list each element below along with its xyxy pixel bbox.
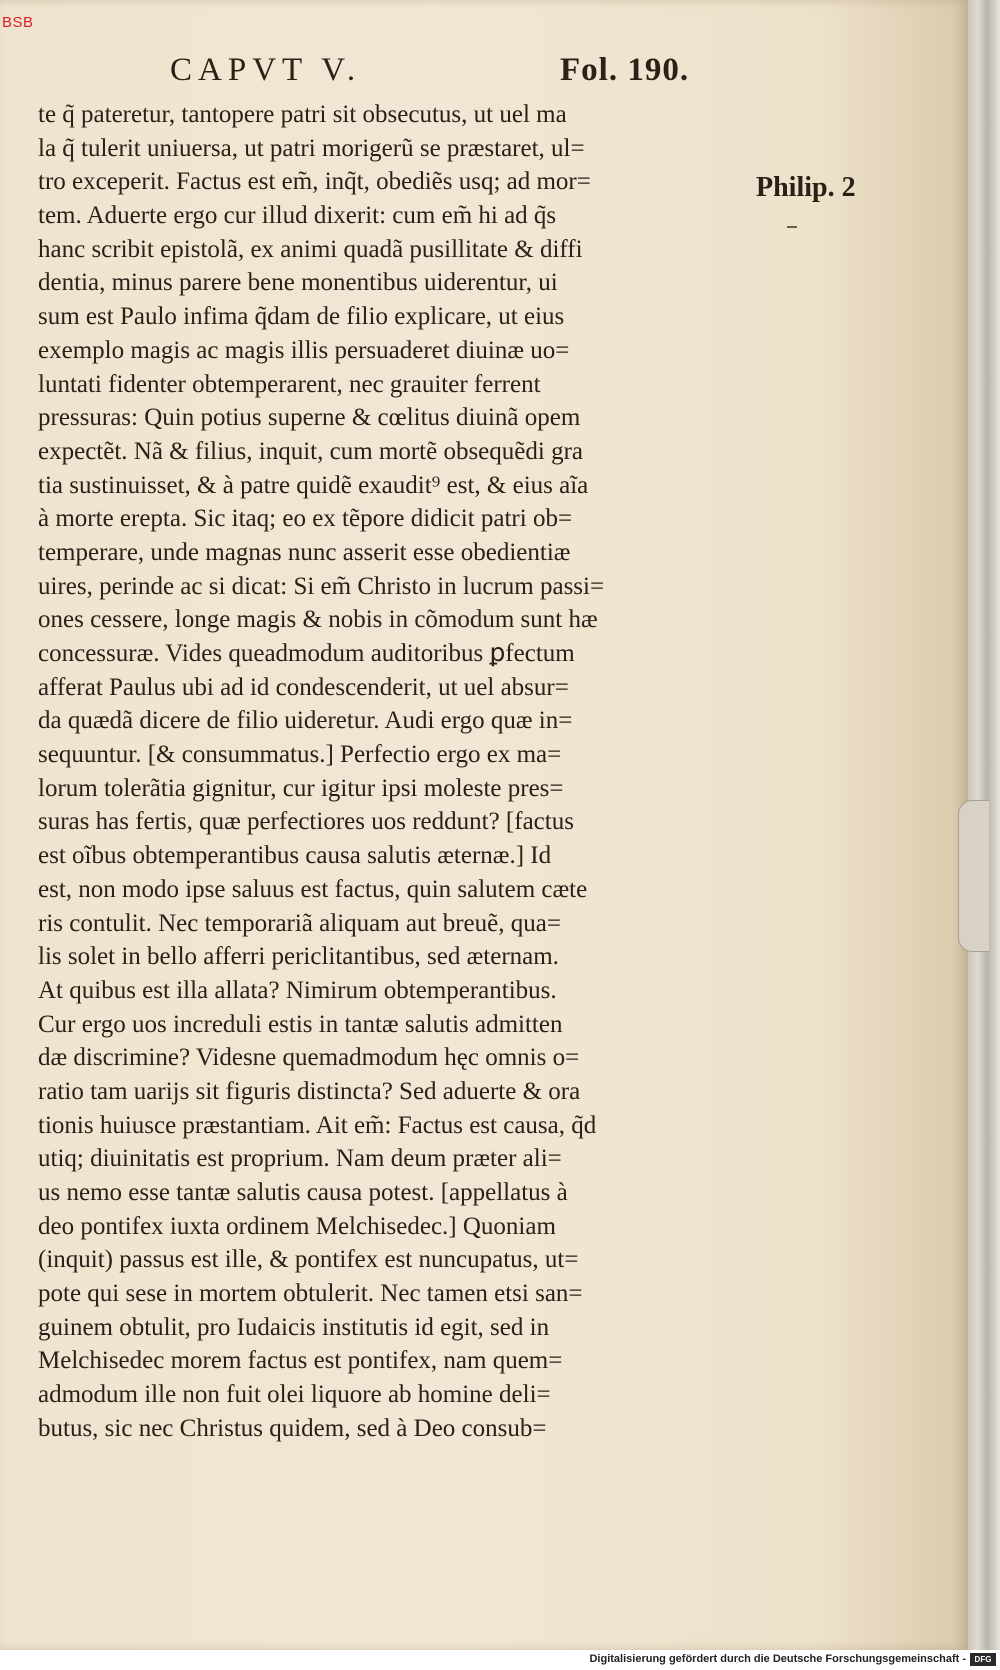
text-line: deo pontifex iuxta ordinem Melchisedec.] Quoniam <box>38 1212 556 1240</box>
text-line: da quædã dicere de filio uideretur. Audi ergo quæ in= <box>38 707 573 735</box>
text-line: uires, perinde ac si dicat: Si em̃ Christo in lucrum passi= <box>38 572 605 600</box>
text-line: suras has fertis, quæ perfectiores uos reddunt? [factus <box>38 808 574 836</box>
text-line: sum est Paulo infima q̃dam de filio explicare, ut eius <box>38 303 565 331</box>
text-line: exemplo magis ac magis illis persuaderet diuinæ uo= <box>38 336 570 364</box>
text-line: ones cessere, longe magis & nobis in cõmodum sunt hæ <box>38 606 598 634</box>
text-line: guinem obtulit, pro Iudaicis institutis id egit, sed in <box>38 1313 550 1341</box>
body-text <box>38 98 746 1446</box>
text-line: At quibus est illa allata? Nimirum obtemperantibus. <box>38 976 557 1004</box>
margin-mark <box>787 226 797 228</box>
text-line: tionis huiusce præstantiam. Ait em̃: Factus est causa, q̃d <box>38 1111 597 1139</box>
text-line: Cur ergo uos increduli estis in tantæ salutis admitten <box>38 1010 563 1038</box>
text-line: utiq; diuinitatis est proprium. Nam deum præter ali= <box>38 1145 562 1173</box>
text-line: (inquit) passus est ille, & pontifex est nuncupatus, ut= <box>38 1246 579 1274</box>
text-line: concessuræ. Vides queadmodum auditoribus ꝑfectum <box>38 640 575 667</box>
text-line: us nemo esse tantæ salutis causa potest. [appellatus à <box>38 1179 568 1206</box>
text-line: est oĩbus obtemperantibus causa salutis æternæ.] Id <box>38 842 552 870</box>
library-watermark: BSB <box>2 14 34 31</box>
text-line: lorum tolerãtia gignitur, cur igitur ipsi moleste pres= <box>38 774 564 802</box>
dfg-logo: DFG <box>970 1653 996 1666</box>
text-line: tem. Aduerte ergo cur illud dixerit: cum em̃ hi ad q̃s <box>38 202 557 230</box>
text-line: admodum ille non fuit olei liquore ab homine deli= <box>38 1381 551 1409</box>
text-line: butus, sic nec Christus quidem, sed à Deo consub= <box>38 1414 547 1442</box>
text-line: luntati fidenter obtemperarent, nec grauiter ferrent <box>38 370 541 398</box>
text-line: dæ discrimine? Videsne quemadmodum hęc omnis o= <box>38 1044 580 1072</box>
text-line: ratio tam uarijs sit figuris distincta? Sed aduerte & ora <box>38 1077 581 1105</box>
margin-note: Philip. 2 <box>756 172 856 203</box>
text-line: la q̃ tulerit uniuersa, ut patri morigerũ se præstaret, ul= <box>38 134 585 162</box>
text-line: te q̃ pateretur, tantopere patri sit obsecutus, ut uel ma <box>38 101 567 128</box>
text-line: ris contulit. Nec temporariã aliquam aut breuẽ, qua= <box>38 909 561 937</box>
text-line: à morte erepta. Sic itaq; eo ex tẽpore didicit patri ob= <box>38 505 573 533</box>
funding-credit: Digitalisierung gefördert durch die Deutsche Forschungsgemeinschaft - <box>589 1653 966 1665</box>
digitization-footer <box>0 1650 1000 1670</box>
text-line: sequuntur. [& consummatus.] Perfectio ergo ex ma= <box>38 741 562 769</box>
text-line: lis solet in bello afferri periclitantibus, sed æternam. <box>38 943 559 971</box>
page-tab-notch <box>958 800 989 952</box>
folio-number: Fol. 190. <box>560 52 690 88</box>
text-line: Melchisedec morem factus est pontifex, nam quem= <box>38 1347 563 1375</box>
text-line: dentia, minus parere bene monentibus uiderentur, ui <box>38 269 558 297</box>
text-line: tro exceperit. Factus est em̃, inq̃t, obediẽs usq; ad mor= <box>38 168 591 196</box>
text-line: afferat Paulus ubi ad id condescenderit, ut uel absur= <box>38 673 569 701</box>
chapter-heading: CAPVT V. <box>170 52 362 88</box>
text-line: est, non modo ipse saluus est factus, quin salutem cæte <box>38 875 588 903</box>
text-line: temperare, unde magnas nunc asserit esse obedientiæ <box>38 538 571 566</box>
text-line: pressuras: Quin potius superne & cœlitus diuinã opem <box>38 404 581 432</box>
running-header <box>170 52 730 92</box>
text-line: tia sustinuisset, & à patre quidẽ exaudit⁹ est, & eius aĩa <box>38 471 589 499</box>
text-line: pote qui sese in mortem obtulerit. Nec tamen etsi san= <box>38 1280 583 1308</box>
text-line: expectẽt. Nã & filius, inquit, cum mortẽ obsequẽdi gra <box>38 437 583 465</box>
text-line: hanc scribit epistolã, ex animi quadã pusillitate & diffi <box>38 235 583 263</box>
